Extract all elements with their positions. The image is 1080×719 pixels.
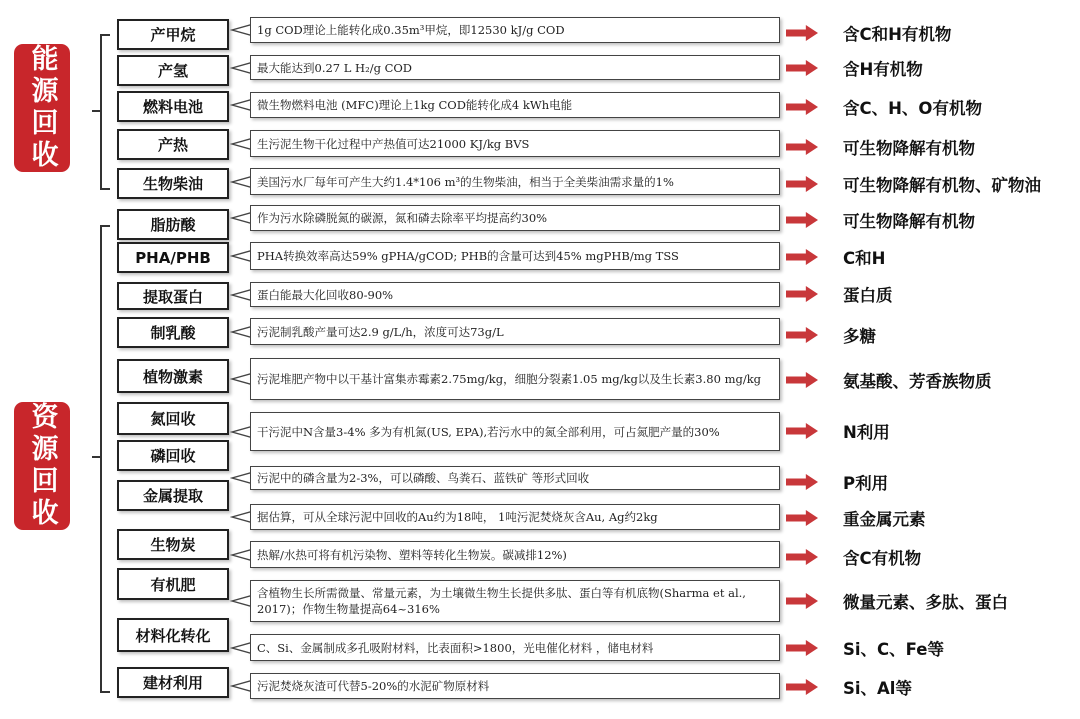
right-arrow-icon (786, 327, 818, 343)
right-arrow-icon (786, 212, 818, 228)
process-result: 氨基酸、芳香族物质 (843, 372, 992, 391)
process-result: 含C和H有机物 (843, 25, 952, 44)
process-result: 可生物降解有机物 (843, 139, 975, 158)
right-arrow-icon (786, 25, 818, 41)
right-arrow-icon (786, 249, 818, 265)
process-result: N利用 (843, 423, 890, 442)
process-result: 可生物降解有机物 (843, 212, 975, 231)
connector-pointer (230, 211, 252, 225)
process-label: 燃料电池 (117, 91, 229, 122)
process-label: 磷回收 (117, 440, 229, 471)
process-description: 污泥焚烧灰渣可代替5-20%的水泥矿物原材料 (250, 673, 780, 699)
process-description: 蛋白能最大化回收80-90% (250, 282, 780, 307)
process-result: 含C、H、O有机物 (843, 99, 982, 118)
resource-brace (100, 225, 110, 693)
right-arrow-icon (786, 593, 818, 609)
resource-brace-tick (92, 456, 102, 458)
connector-pointer (230, 372, 252, 386)
process-description: C、Si、金属制成多孔吸附材料，比表面积>1800，光电催化材料 ，储电材料 (250, 634, 780, 661)
right-arrow-icon (786, 99, 818, 115)
connector-pointer (230, 23, 252, 37)
process-label: 材料化转化 (117, 618, 229, 652)
process-result: 可生物降解有机物、矿物油 (843, 176, 1041, 195)
right-arrow-icon (786, 139, 818, 155)
process-description: 生污泥生物干化过程中产热值可达21000 KJ/kg BVS (250, 130, 780, 157)
connector-pointer (230, 548, 252, 562)
process-description: 污泥中的磷含量为2-3%，可以磷酸、鸟粪石、蓝铁矿 等形式回收 (250, 466, 780, 490)
right-arrow-icon (786, 549, 818, 565)
process-description: 热解/水热可将有机污染物、塑料等转化生物炭。碳减排12%) (250, 541, 780, 568)
process-description: 污泥堆肥产物中以干基计富集赤霉素2.75mg/kg，细胞分裂素1.05 mg/kg以及生长素3.80 mg/kg (250, 358, 780, 400)
process-label: 生物炭 (117, 529, 229, 560)
process-result: C和H (843, 249, 886, 268)
process-label: 建材利用 (117, 667, 229, 698)
process-result: 蛋白质 (843, 286, 893, 305)
process-label: 氮回收 (117, 402, 229, 435)
process-description: 污泥制乳酸产量可达2.9 g/L/h，浓度可达73g/L (250, 318, 780, 345)
process-label: 提取蛋白 (117, 282, 229, 310)
right-arrow-icon (786, 176, 818, 192)
right-arrow-icon (786, 60, 818, 76)
process-description: 微生物燃料电池 (MFC)理论上1kg COD能转化成4 kWh电能 (250, 92, 780, 118)
process-label: 产甲烷 (117, 19, 229, 50)
process-result: 多糖 (843, 327, 876, 346)
process-label: 生物柴油 (117, 168, 229, 199)
process-description: 美国污水厂每年可产生大约1.4*106 m³的生物柴油，相当于全美柴油需求量的1% (250, 168, 780, 195)
right-arrow-icon (786, 510, 818, 526)
right-arrow-icon (786, 286, 818, 302)
connector-pointer (230, 61, 252, 75)
process-result: 含C有机物 (843, 549, 922, 568)
process-result: 含H有机物 (843, 60, 923, 79)
connector-pointer (230, 325, 252, 339)
process-result: Si、Al等 (843, 679, 912, 698)
connector-pointer (230, 471, 252, 485)
connector-pointer (230, 288, 252, 302)
connector-pointer (230, 679, 252, 693)
process-description: 作为污水除磷脱氮的碳源，氮和磷去除率平均提高约30% (250, 205, 780, 231)
process-result: 重金属元素 (843, 510, 926, 529)
process-label: 制乳酸 (117, 317, 229, 348)
right-arrow-icon (786, 372, 818, 388)
process-description: PHA转换效率高达59% gPHA/gCOD; PHB的含量可达到45% mgPHB/mg TSS (250, 242, 780, 270)
connector-pointer (230, 175, 252, 189)
process-description: 含植物生长所需微量、常量元素，为土壤微生物生长提供多肽、蛋白等有机底物(Sharma et al., 2017)；作物生物量提高64~316% (250, 580, 780, 622)
right-arrow-icon (786, 679, 818, 695)
right-arrow-icon (786, 423, 818, 439)
process-description: 最大能达到0.27 L H₂/g COD (250, 55, 780, 80)
process-label: 脂肪酸 (117, 209, 229, 240)
connector-pointer (230, 249, 252, 263)
connector-pointer (230, 425, 252, 439)
right-arrow-icon (786, 474, 818, 490)
energy-recovery-tag: 能源回收 (14, 44, 70, 172)
resource-recovery-tag: 资源回收 (14, 402, 70, 530)
process-label: 金属提取 (117, 480, 229, 511)
connector-pointer (230, 641, 252, 655)
connector-pointer (230, 98, 252, 112)
process-label: PHA/PHB (117, 242, 229, 273)
connector-pointer (230, 594, 252, 608)
process-label: 有机肥 (117, 568, 229, 600)
energy-brace (100, 34, 110, 190)
process-description: 干污泥中N含量3-4% 多为有机氮(US, EPA),若污水中的氮全部利用，可占氮肥产量的30% (250, 412, 780, 451)
right-arrow-icon (786, 640, 818, 656)
process-label: 产热 (117, 129, 229, 160)
process-label: 产氢 (117, 55, 229, 86)
process-label: 植物激素 (117, 359, 229, 393)
process-description: 据估算，可从全球污泥中回收的Au约为18吨， 1吨污泥焚烧灰含Au, Ag约2kg (250, 504, 780, 530)
process-result: 微量元素、多肽、蛋白 (843, 593, 1008, 612)
process-result: P利用 (843, 474, 889, 493)
process-description: 1g COD理论上能转化成0.35m³甲烷，即12530 kJ/g COD (250, 17, 780, 43)
energy-brace-tick (92, 110, 102, 112)
process-result: Si、C、Fe等 (843, 640, 944, 659)
connector-pointer (230, 510, 252, 524)
connector-pointer (230, 137, 252, 151)
